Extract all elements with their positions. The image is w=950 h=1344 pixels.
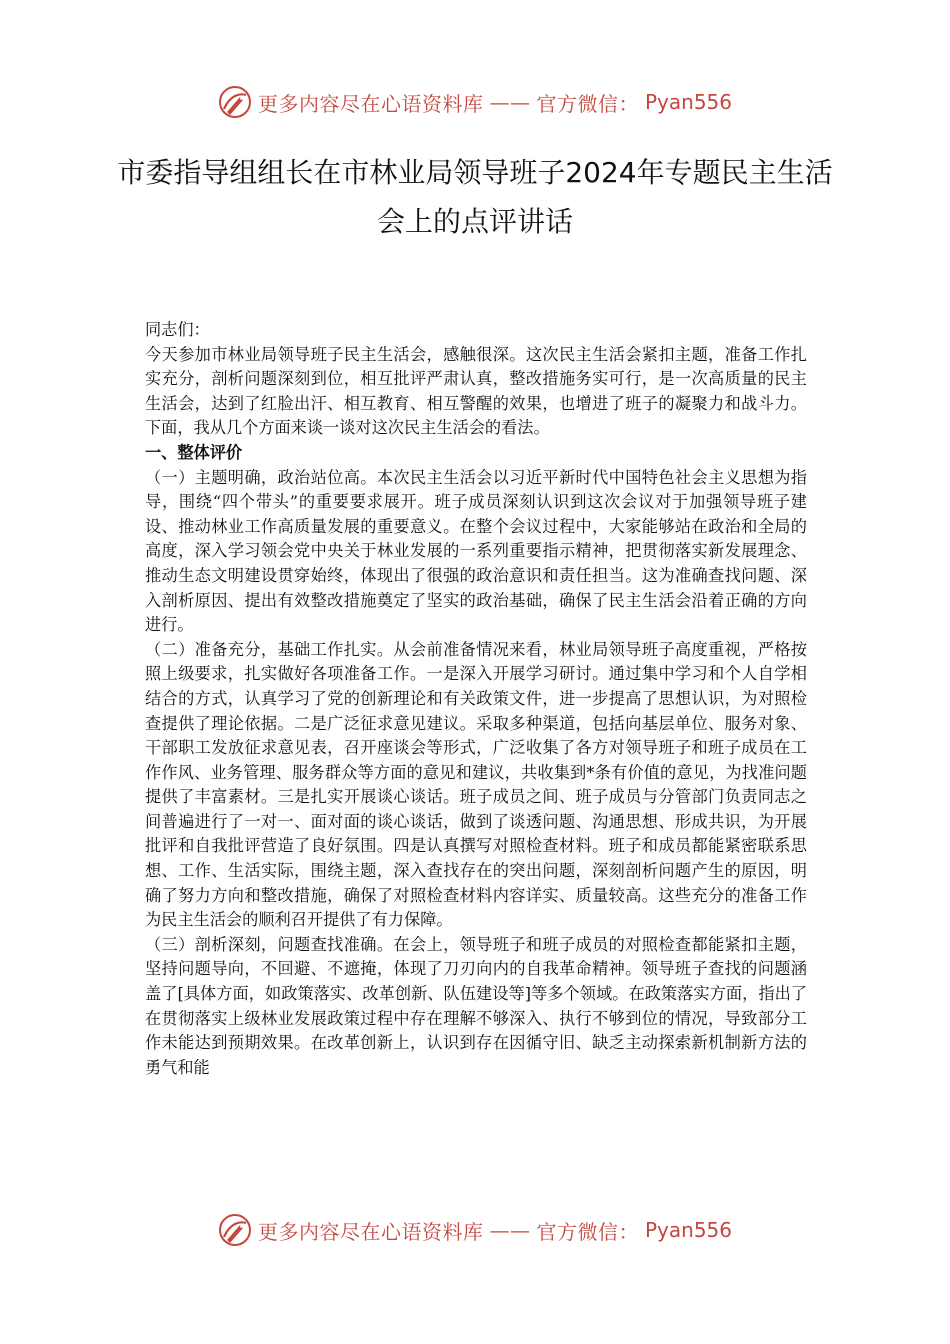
document-title: 市委指导组组长在市林业局领导班子2024年专题民主生活会上的点评讲话 <box>117 156 833 238</box>
banner-wechat-label: 官方微信： <box>536 91 639 116</box>
banner-wechat-id: Pyan556 <box>644 90 732 114</box>
banner-wechat-id: Pyan556 <box>644 1218 732 1242</box>
pen-nib-swirl-logo-icon <box>218 85 252 119</box>
paragraph-analysis: （三）剖析深刻，问题查找准确。在会上，领导班子和班子成员的对照检查都能紧扣主题，坚持问题导向，不回避、不遮掩，体现了刀刃向内的自我革命精神。领导班子查找的问题涵盖了[具体方面，如政策落实、改革创新、队伍建设等]等多个领域。在政策落实方面，指出了在贯彻落实上级林业发展政策过程中存在理解不够深入、执行不够到位的情况，导致部分工作未能达到预期效果。在改革创新上，认识到存在因循守旧、缺乏主动探索新机制新方法的勇气和能 <box>145 934 807 1077</box>
pen-nib-swirl-logo-icon <box>218 1213 252 1247</box>
paragraph-political-stance: （一）主题明确，政治站位高。本次民主生活会以习近平新时代中国特色社会主义思想为指导，围绕“四个带头”的重要要求展开。班子成员深刻认识到这次会议对于加强领导班子建设、推动林业工作高质量发展的重要意义。在整个会议过程中，大家能够站在政治和全局的高度，深入学习领会党中央关于林业发展的一系列重要指示精神，把贯彻落实新发展理念、推动生态文明建设贯穿始终，体现出了很强的政治意识和责任担当。这为准确查找问题、深入剖析原因、提出有效整改措施奠定了坚实的政治基础，确保了民主生活会沿着正确的方向进行。 <box>145 467 807 635</box>
footer-watermark-banner <box>0 1210 950 1250</box>
banner-wechat-label: 官方微信： <box>536 1219 639 1244</box>
header-watermark-banner <box>0 82 950 122</box>
banner-slogan: 更多内容尽在心语资料库 <box>257 1219 484 1244</box>
banner-slogan: 更多内容尽在心语资料库 <box>257 91 484 116</box>
section-heading: 一、整体评价 <box>145 442 243 462</box>
banner-separator: —— <box>489 1218 531 1242</box>
paragraph-preparation: （二）准备充分，基础工作扎实。从会前准备情况来看，林业局领导班子高度重视，严格按照上级要求，扎实做好各项准备工作。一是深入开展学习研讨。通过集中学习和个人自学相结合的方式，认真学习了党的创新理论和有关政策文件，进一步提高了思想认识，为对照检查提供了理论依据。二是广泛征求意见建议。采取多种渠道，包括向基层单位、服务对象、干部职工发放征求意见表，召开座谈会等形式，广泛收集了各方对领导班子和班子成员在工作作风、业务管理、服务群众等方面的意见和建议，共收集到*条有价值的意见，为找准问题提供了丰富素材。三是扎实开展谈心谈话。班子成员之间、班子成员与分管部门负责同志之间普遍进行了一对一、面对面的谈心谈话，做到了谈透问题、沟通思想、形成共识，为开展批评和自我批评营造了良好氛围。四是认真撰写对照检查材料。班子和成员都能紧密联系思想、工作、生活实际，围绕主题，深入查找存在的突出问题，深刻剖析问题产生的原因，明确了努力方向和整改措施，确保了对照检查材料内容详实、质量较高。这些充分的准备工作为民主生活会的顺利召开提供了有力保障。 <box>145 639 807 930</box>
intro-paragraph: 今天参加市林业局领导班子民主生活会，感触很深。这次民主生活会紧扣主题，准备工作扎实充分，剖析问题深刻到位，相互批评严肃认真，整改措施务实可行，是一次高质量的民主生活会，达到了红脸出汗、相互教育、相互警醒的效果，也增进了班子的凝聚力和战斗力。下面，我从几个方面来谈一谈对这次民主生活会的看法。 <box>145 344 807 438</box>
banner-separator: —— <box>489 90 531 114</box>
salutation: 同志们： <box>145 320 210 339</box>
document-body <box>145 318 807 1080</box>
